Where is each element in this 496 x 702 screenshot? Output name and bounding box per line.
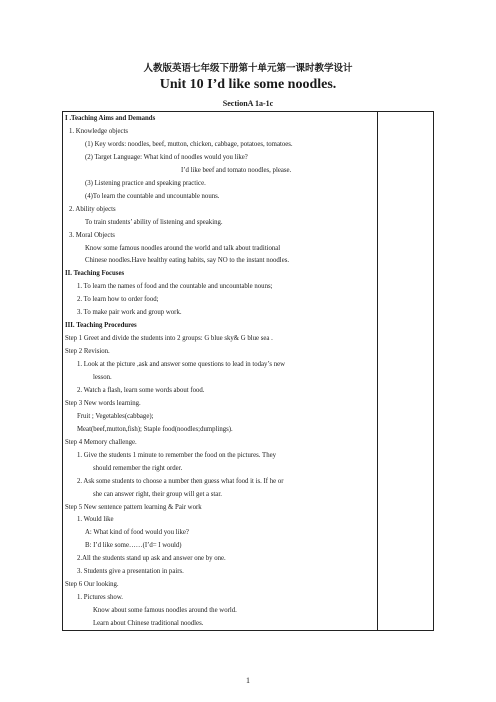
content-line: 1. Pictures show. [77,594,124,602]
content-line: 1. Would like [77,516,114,524]
content-line: 2. Ask some students to choose a number then guess what food it is. If he or [77,477,284,485]
content-line: (1) Key words: noodles, beef, mutton, chicken, cabbage, potatoes, tomatoes. [85,140,293,148]
content-line: 1. Look at the picture ,ask and answer some questions to lead in today’s new [77,361,286,369]
content-line: I’d like beef and tomato noodles, please. [181,166,292,174]
content-line: To train students’ ability of listening and speaking. [85,218,223,226]
content-line: 2.All the students stand up ask and answer one by one. [77,555,226,563]
content-line: Chinese noodles.Have healthy eating habits, say NO to the instant noodles. [85,257,290,265]
content-line: II. Teaching Focuses [65,270,125,278]
content-line: 3. Moral Objects [69,231,115,239]
content-line: B: I’d like some……(I’d= I would) [85,542,182,550]
english-title: Unit 10 I’d like some noodles. [159,77,337,92]
content-line: 2. To learn how to order food; [77,296,159,304]
table-column-divider [377,112,378,630]
content-line: Learn about Chinese traditional noodles. [93,620,204,628]
content-line: A: What kind of food would you like? [85,529,189,537]
content-line: should remember the right order. [93,464,183,472]
content-line: 1. Give the students 1 minute to remember the food on the pictures. They [77,451,277,459]
content-line: Step 4 Memory challenge. [65,438,137,446]
content-line: Step 2 Revision. [65,348,110,356]
content-line: III. Teaching Procedures [65,322,137,330]
content-line: Fruit ; Vegetables(cabbage); [77,412,154,420]
content-line: 2. Watch a flash, learn some words about food. [77,386,205,394]
content-line: Step 6 Our looking. [65,581,119,589]
content-line: 1. Knowledge objects [69,127,129,135]
chinese-title: 人教版英语七年级下册第十单元第一课时教学设计 [143,64,353,74]
lesson-plan-table [62,111,434,631]
content-line: 2. Ability objects [69,205,116,213]
content-line: Meat(beef,mutton,fish); Staple food(noodles;dumplings). [77,425,233,433]
content-line: she can answer right, their group will get a star. [93,490,222,498]
content-line: 3. Students give a presentation in pairs. [77,568,184,576]
content-line: Know some famous noodles around the world and talk about traditional [85,244,281,252]
content-line: I .Teaching Aims and Demands [65,115,156,122]
content-line: (3) Listening practice and speaking practice. [85,179,206,187]
content-line: Step 1 Greet and divide the students into 2 groups: G blue sky& G blue sea . [65,335,273,343]
content-line: (4)To learn the countable and uncountable nouns. [85,192,220,200]
page-number: 1 [246,676,250,685]
content-line: 3. To make pair work and group work. [77,309,182,317]
content-line: Step 3 New words learning. [65,399,141,407]
content-line: lesson. [93,374,112,381]
section-label: SectionA 1a-1c [222,99,274,108]
content-line: Know about some famous noodles around the world. [93,607,237,615]
content-line: (2) Target Language: What kind of noodles would you like? [85,153,248,161]
content-line: Step 5 New sentence pattern learning & Pair work [65,503,202,511]
content-line: 1. To learn the names of food and the countable and uncountable nouns; [77,283,273,291]
